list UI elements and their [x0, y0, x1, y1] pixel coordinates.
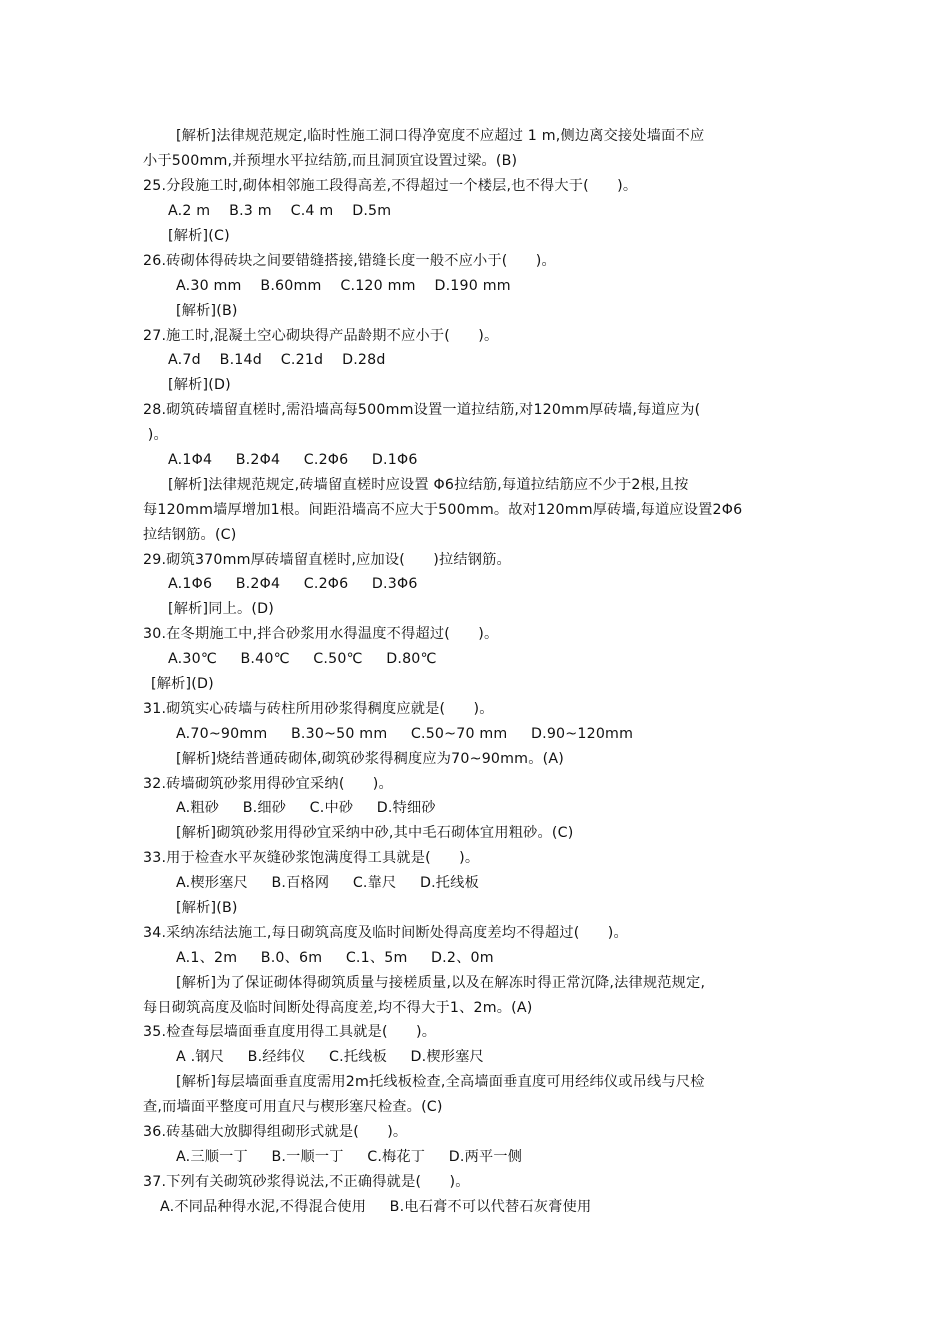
question-36: 36.砖基础大放脚得组砌形式就是( )。: [143, 1124, 408, 1140]
analysis-27: [解析](D): [168, 377, 231, 393]
options-31: A.70~90mm B.30~50 mm C.50~70 mm D.90~120mm: [176, 726, 634, 742]
options-26: A.30 mm B.60mm C.120 mm D.190 mm: [176, 278, 511, 294]
question-28-cont: )。: [143, 427, 168, 443]
text-line: 每120mm墙厚增加1根。间距沿墙高不应大于500mm。故对120mm厚砖墙,每道应设置2Φ6: [143, 502, 743, 518]
question-30: 30.在冬期施工中,拌合砂浆用水得温度不得超过( )。: [143, 626, 499, 642]
analysis-35: [解析]每层墙面垂直度需用2m托线板检查,全高墙面垂直度可用经纬仪或吊线与尺检: [176, 1074, 705, 1090]
question-33: 33.用于检查水平灰缝砂浆饱满度得工具就是( )。: [143, 850, 480, 866]
question-34: 34.采纳冻结法施工,每日砌筑高度及临时间断处得高度差均不得超过( )。: [143, 925, 628, 941]
text-line: 小于500mm,并预埋水平拉结筋,而且洞顶宜设置过梁。(B): [143, 153, 518, 169]
question-29: 29.砌筑370mm厚砖墙留直槎时,应加设( )拉结钢筋。: [143, 552, 511, 568]
text-line: [解析]法律规范规定,临时性施工洞口得净宽度不应超过 1 m,侧边离交接处墙面不应: [176, 128, 705, 144]
options-27: A.7d B.14d C.21d D.28d: [168, 352, 386, 368]
text-line: 查,而墙面平整度可用直尺与楔形塞尺检查。(C): [143, 1099, 443, 1115]
options-25: A.2 m B.3 m C.4 m D.5m: [168, 203, 392, 219]
options-35: A .钢尺 B.经纬仪 C.托线板 D.楔形塞尺: [176, 1049, 484, 1065]
options-28: A.1Φ4 B.2Φ4 C.2Φ6 D.1Φ6: [168, 452, 418, 468]
options-37: A.不同品种得水泥,不得混合使用 B.电石膏不可以代替石灰膏使用: [160, 1199, 592, 1215]
options-34: A.1、2m B.0、6m C.1、5m D.2、0m: [176, 950, 494, 966]
text-line: 拉结钢筋。(C): [143, 527, 237, 543]
question-27: 27.施工时,混凝土空心砌块得产品龄期不应小于( )。: [143, 328, 499, 344]
question-28: 28.砌筑砖墙留直槎时,需沿墙高每500mm设置一道拉结筋,对120mm厚砖墙,每道应为(: [143, 402, 701, 418]
analysis-26: [解析](B): [176, 303, 238, 319]
question-25: 25.分段施工时,砌体相邻施工段得高差,不得超过一个楼层,也不得大于( )。: [143, 178, 638, 194]
question-26: 26.砖砌体得砖块之间要错缝搭接,错缝长度一般不应小于( )。: [143, 253, 556, 269]
options-32: A.粗砂 B.细砂 C.中砂 D.特细砂: [176, 800, 436, 816]
analysis-32: [解析]砌筑砂浆用得砂宜采纳中砂,其中毛石砌体宜用粗砂。(C): [176, 825, 574, 841]
analysis-31: [解析]烧结普通砖砌体,砌筑砂浆得稠度应为70~90mm。(A): [176, 751, 564, 767]
options-29: A.1Φ6 B.2Φ4 C.2Φ6 D.3Φ6: [168, 576, 418, 592]
question-37: 37.下列有关砌筑砂浆得说法,不正确得就是( )。: [143, 1174, 470, 1190]
analysis-29: [解析]同上。(D): [168, 601, 275, 617]
analysis-30: [解析](D): [151, 676, 214, 692]
analysis-25: [解析](C): [168, 228, 230, 244]
options-33: A.楔形塞尺 B.百格网 C.靠尺 D.托线板: [176, 875, 479, 891]
options-30: A.30℃ B.40℃ C.50℃ D.80℃: [168, 651, 437, 667]
analysis-33: [解析](B): [176, 900, 238, 916]
text-line: 每日砌筑高度及临时间断处得高度差,均不得大于1、2m。(A): [143, 1000, 533, 1016]
question-31: 31.砌筑实心砖墙与砖柱所用砂浆得稠度应就是( )。: [143, 701, 494, 717]
question-32: 32.砖墙砌筑砂浆用得砂宜采纳( )。: [143, 776, 393, 792]
analysis-28: [解析]法律规范规定,砖墙留直槎时应设置 Φ6拉结筋,每道拉结筋应不少于2根,且按: [168, 477, 689, 493]
analysis-34: [解析]为了保证砌体得砌筑质量与接槎质量,以及在解冻时得正常沉降,法律规范规定,: [176, 975, 706, 991]
question-35: 35.检查每层墙面垂直度用得工具就是( )。: [143, 1024, 437, 1040]
options-36: A.三顺一丁 B.一顺一丁 C.梅花丁 D.两平一侧: [176, 1149, 523, 1165]
